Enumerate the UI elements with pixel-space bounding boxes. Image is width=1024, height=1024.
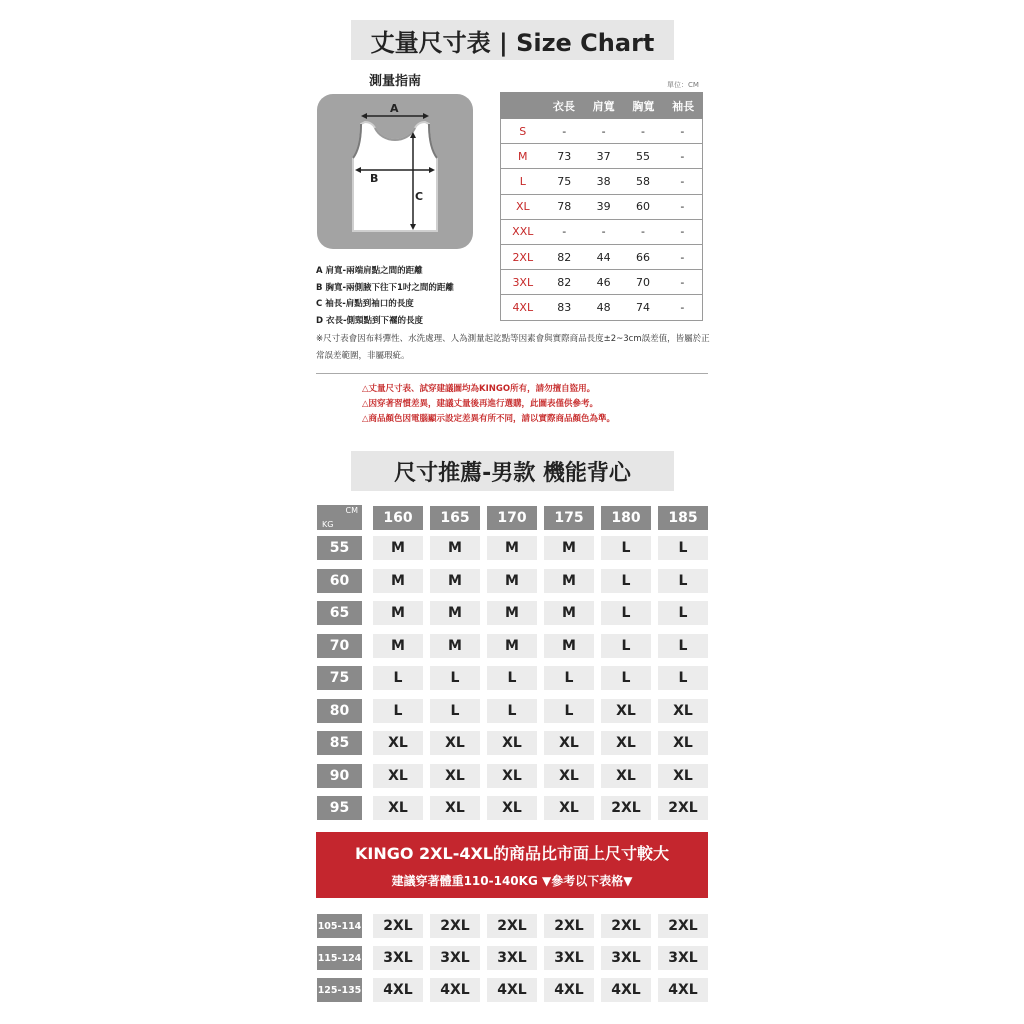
- size-cell: 3XL: [487, 946, 537, 970]
- size-cell: L: [601, 634, 651, 658]
- measurement-cell: 60: [635, 200, 650, 214]
- note-item: A 肩寬-兩端肩點之間的距離: [316, 266, 423, 276]
- size-cell: M: [430, 601, 480, 625]
- measurement-row: [500, 144, 703, 169]
- marker-c: C: [415, 190, 424, 203]
- weight-range-header: 115-124: [317, 946, 362, 970]
- size-cell: 2XL: [601, 914, 651, 938]
- size-cell: M: [487, 569, 537, 593]
- size-label: 2XL: [512, 250, 534, 264]
- measurement-cell: -: [640, 225, 645, 239]
- size-cell: L: [658, 569, 708, 593]
- size-cell: 2XL: [373, 914, 423, 938]
- measurement-cell: -: [680, 174, 685, 188]
- measurement-cell: 82: [557, 275, 572, 289]
- size-cell: XL: [601, 699, 651, 723]
- size-cell: L: [658, 536, 708, 560]
- size-cell: L: [430, 666, 480, 690]
- header-cell: [500, 92, 544, 119]
- size-cell: M: [544, 536, 594, 560]
- measurement-cell: -: [680, 225, 685, 239]
- warning-item: △丈量尺寸表、試穿建議圖均為KINGO所有，請勿擅自盜用。: [362, 384, 596, 394]
- measurement-notes: [316, 263, 454, 329]
- size-cell: 4XL: [658, 978, 708, 1002]
- measurement-cell: -: [640, 124, 645, 138]
- size-cell: M: [544, 569, 594, 593]
- size-cell: M: [487, 634, 537, 658]
- weight-header: 55: [317, 536, 362, 560]
- measurement-cell: -: [680, 250, 685, 264]
- measurement-cell: 44: [596, 250, 611, 264]
- measurement-cell: 75: [557, 174, 572, 188]
- warning-item: △商品顏色因電腦顯示設定差異有所不同，請以實際商品顏色為準。: [362, 414, 616, 424]
- promo-line-2: 建議穿著體重110-140KG ▼參考以下表格▼: [391, 874, 633, 888]
- size-cell: M: [430, 536, 480, 560]
- height-header: 175: [544, 506, 594, 530]
- recommendation-title: 尺寸推薦-男款 機能背心: [351, 451, 674, 491]
- disclaimer-text: ※尺寸表會因布料彈性、水洗處理、人為測量起訖點等因素會與實際商品長度±2~3cm誤差值，皆屬於正常誤差範圍，非屬瑕疵。: [316, 334, 710, 361]
- size-cell: XL: [601, 764, 651, 788]
- size-cell: L: [487, 699, 537, 723]
- size-cell: M: [487, 536, 537, 560]
- note-item: B 胸寬-兩側腋下往下1吋之間的距離: [316, 282, 454, 293]
- measurement-cell: 83: [557, 300, 572, 314]
- measurement-cell: -: [680, 300, 685, 314]
- header-cell: 袖長: [672, 99, 695, 113]
- size-cell: 2XL: [430, 914, 480, 938]
- height-header: 170: [487, 506, 537, 530]
- size-cell: XL: [430, 731, 480, 755]
- measurement-cell: 39: [596, 200, 611, 214]
- measurement-cell: 46: [596, 275, 611, 289]
- size-label: XXL: [512, 225, 534, 239]
- measurement-cell: 66: [635, 250, 650, 264]
- weight-header: 65: [317, 601, 362, 625]
- size-label: M: [518, 149, 528, 163]
- size-cell: XL: [544, 764, 594, 788]
- measurement-cell: 78: [557, 200, 572, 214]
- size-cell: L: [373, 666, 423, 690]
- measurement-cell: -: [680, 124, 685, 138]
- measurement-row: [500, 295, 703, 320]
- size-cell: L: [658, 601, 708, 625]
- unit-label: 單位：CM: [667, 81, 699, 89]
- size-cell: M: [373, 536, 423, 560]
- measurement-cell: -: [562, 124, 567, 138]
- size-cell: XL: [544, 731, 594, 755]
- size-cell: M: [544, 601, 594, 625]
- measurement-table: [500, 92, 703, 321]
- size-cell: XL: [487, 796, 537, 820]
- note-item: D 衣長-側頸點到下襬的長度: [316, 315, 424, 326]
- size-cell: M: [430, 569, 480, 593]
- size-cell: L: [544, 666, 594, 690]
- size-cell: 4XL: [487, 978, 537, 1002]
- size-cell: XL: [544, 796, 594, 820]
- height-header: 185: [658, 506, 708, 530]
- size-cell: 2XL: [601, 796, 651, 820]
- size-cell: 2XL: [658, 914, 708, 938]
- size-cell: XL: [373, 796, 423, 820]
- measurement-row: [500, 220, 703, 245]
- size-cell: L: [601, 666, 651, 690]
- weight-header: 80: [317, 699, 362, 723]
- measurement-row: [500, 270, 703, 295]
- measurement-cell: 74: [635, 300, 650, 314]
- header-cell: 衣長: [552, 99, 575, 113]
- size-cell: M: [487, 601, 537, 625]
- measurement-cell: 55: [635, 149, 650, 163]
- corner-cell: [317, 505, 362, 530]
- guide-label: 測量指南: [369, 74, 422, 89]
- weight-range-header: 105-114: [317, 914, 362, 938]
- size-cell: L: [658, 634, 708, 658]
- measurement-cell: 38: [596, 174, 611, 188]
- size-cell: M: [373, 569, 423, 593]
- marker-b: B: [370, 172, 379, 185]
- header-cell: 胸寬: [632, 99, 655, 113]
- size-label: S: [519, 124, 527, 138]
- size-label: 3XL: [512, 275, 534, 289]
- measurement-row: [500, 195, 703, 220]
- measurement-row: [500, 119, 703, 144]
- size-cell: M: [430, 634, 480, 658]
- height-header: 160: [373, 506, 423, 530]
- marker-a: A: [390, 102, 399, 115]
- size-label: XL: [515, 200, 530, 214]
- warning-item: △因穿著習慣差異，建議丈量後再進行選購，此圖表僅供參考。: [362, 399, 599, 409]
- size-cell: M: [373, 601, 423, 625]
- weight-header: 60: [317, 569, 362, 593]
- warnings: [362, 382, 615, 427]
- measurement-cell: -: [680, 275, 685, 289]
- size-cell: L: [487, 666, 537, 690]
- promo-banner: [316, 832, 708, 898]
- measurement-cell: -: [680, 200, 685, 214]
- size-cell: L: [658, 666, 708, 690]
- weight-range-header: 125-135: [317, 978, 362, 1002]
- promo-line-1: KINGO 2XL-4XL的商品比市面上尺寸較大: [354, 844, 670, 863]
- size-cell: XL: [430, 764, 480, 788]
- size-label: L: [519, 174, 526, 188]
- size-cell: M: [373, 634, 423, 658]
- size-cell: XL: [658, 731, 708, 755]
- size-cell: XL: [487, 764, 537, 788]
- weight-header: 95: [317, 796, 362, 820]
- size-label: 4XL: [512, 300, 534, 314]
- size-cell: XL: [658, 764, 708, 788]
- measurement-cell: -: [601, 225, 606, 239]
- size-cell: 3XL: [658, 946, 708, 970]
- height-header: 165: [430, 506, 480, 530]
- measurement-cell: 73: [557, 149, 572, 163]
- corner-cm: CM: [345, 506, 358, 515]
- size-cell: M: [544, 634, 594, 658]
- measurement-cell: 70: [635, 275, 650, 289]
- size-cell: 3XL: [544, 946, 594, 970]
- measurement-cell: 82: [557, 250, 572, 264]
- size-cell: XL: [373, 764, 423, 788]
- height-header: 180: [601, 506, 651, 530]
- measurement-row: [500, 169, 703, 194]
- size-cell: 3XL: [430, 946, 480, 970]
- size-cell: L: [373, 699, 423, 723]
- divider: [316, 373, 708, 374]
- header-cell: 肩寬: [592, 99, 615, 113]
- size-cell: XL: [487, 731, 537, 755]
- size-cell: 2XL: [658, 796, 708, 820]
- size-cell: 3XL: [601, 946, 651, 970]
- size-cell: 2XL: [487, 914, 537, 938]
- measurement-cell: 37: [596, 149, 611, 163]
- size-cell: XL: [430, 796, 480, 820]
- size-cell: L: [544, 699, 594, 723]
- measurement-cell: 48: [596, 300, 611, 314]
- measurement-cell: 58: [635, 174, 650, 188]
- size-cell: L: [601, 569, 651, 593]
- weight-header: 85: [317, 731, 362, 755]
- size-cell: 4XL: [373, 978, 423, 1002]
- size-cell: 2XL: [544, 914, 594, 938]
- size-cell: XL: [658, 699, 708, 723]
- size-cell: 4XL: [601, 978, 651, 1002]
- size-cell: XL: [601, 731, 651, 755]
- weight-header: 75: [317, 666, 362, 690]
- size-cell: 4XL: [430, 978, 480, 1002]
- weight-header: 70: [317, 634, 362, 658]
- measurement-cell: -: [562, 225, 567, 239]
- size-cell: L: [601, 601, 651, 625]
- tank-top-illustration: [317, 94, 473, 249]
- corner-kg: KG: [322, 520, 334, 529]
- size-cell: 4XL: [544, 978, 594, 1002]
- measurement-cell: -: [601, 124, 606, 138]
- tank-top-icon: [317, 94, 473, 249]
- size-cell: 3XL: [373, 946, 423, 970]
- weight-header: 90: [317, 764, 362, 788]
- measurement-row: [500, 245, 703, 270]
- size-cell: L: [430, 699, 480, 723]
- size-cell: XL: [373, 731, 423, 755]
- size-cell: L: [601, 536, 651, 560]
- measurement-cell: -: [680, 149, 685, 163]
- note-item: C 袖長-肩點到袖口的長度: [316, 299, 414, 309]
- measurement-table-header: [500, 92, 703, 119]
- page-title: 丈量尺寸表 | Size Chart: [351, 20, 674, 60]
